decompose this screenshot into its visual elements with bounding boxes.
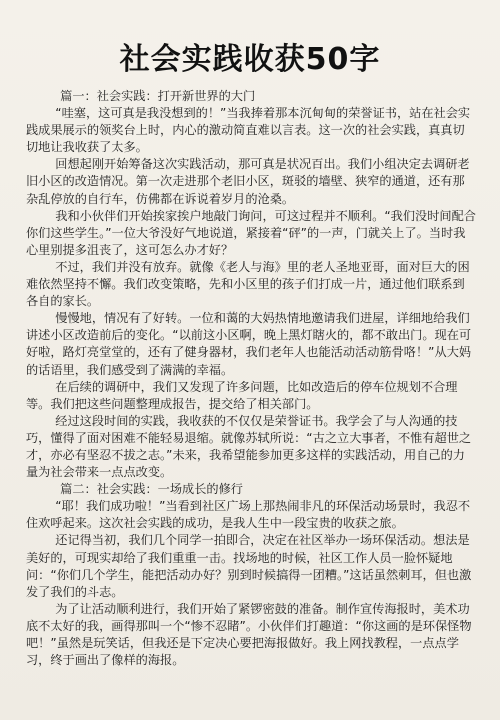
paragraph: “哇塞，这可真是我没想到的！”当我捧着那本沉甸甸的荣誉证书，站在社会实践成果展示的领奖台上时，内心的激动简直难以言表。这一次的社会实践，真真切切地让我收获了太多。 [26, 106, 471, 155]
section-heading-1: 篇一：社会实践：打开新世界的大门 [60, 89, 256, 103]
paragraph: 我和小伙伴们开始挨家挨户地敲门询问，可这过程并不顺利。“我们没时间配合你们这些学生。”一位大爷没好气地说道，紧接着“砰”的一声，门就关上了。当时我心里别提多沮丧了，这可怎么办才好？ [26, 208, 476, 257]
paragraph: 还记得当初，我们几个同学一拍即合，决定在社区举办一场环保活动。想法是美好的，可现实却给了我们重重一击。找场地的时候，社区工作人员一脸怀疑地问：“你们几个学生，能把活动办好？别到时候搞得一团糟。”这话虽然刺耳，但也激发了我们的斗志。 [26, 533, 472, 599]
paragraph: 不过，我们并没有放弃。就像《老人与海》里的老人圣地亚哥，面对巨大的困难依然坚持不懈。我们改变策略，先和小区里的孩子们打成一片，通过他们联系到各自的家长。 [26, 259, 470, 309]
article-body [26, 88, 476, 669]
section-heading-2: 篇二：社会实践：一场成长的修行 [60, 482, 243, 497]
paragraph: 回想起刚开始筹备这次实践活动，那可真是状况百出。我们小组决定去调研老旧小区的改造情况。第一次走进那个老旧小区，斑驳的墙壁、狭窄的通道，还有那杂乱停放的自行车，仿佛都在诉说着岁月的沧桑。 [26, 157, 470, 206]
paragraph: 在后续的调研中，我们又发现了许多问题，比如改造后的停车位规划不合理等。我们把这些问题整理成报告，提交给了相关部门。 [26, 379, 458, 411]
paragraph: 经过这段时间的实践，我收获的不仅仅是荣誉证书。我学会了与人沟通的技巧，懂得了面对困难不能轻易退缩。就像苏轼所说：“古之立大事者，不惟有超世之才，亦必有坚忍不拔之志。”未来，我希望能参加更多这样的实践活动，用自己的力量为社会带来一点点改变。 [26, 413, 472, 480]
paragraph: 慢慢地，情况有了好转。一位和蔼的大妈热情地邀请我们进屋，详细地给我们讲述小区改造前后的变化。“以前这小区啊，晚上黑灯瞎火的，都不敢出门。现在可好啦，路灯亮堂堂的，还有了健身器材，我们老年人也能活动活动筋骨咯！”从大妈的话语里，我们感受到了满满的幸福。 [26, 311, 472, 377]
paragraph: “耶！我们成功啦！”当看到社区广场上那热闹非凡的环保活动场景时，我忍不住欢呼起来。这次社会实践的成功，是我人生中一段宝贵的收获之旅。 [26, 499, 471, 531]
page-title: 社会实践收获50字 [119, 42, 381, 77]
paragraph: 为了让活动顺利进行，我们开始了紧锣密鼓的准备。制作宣传海报时，美术功底不太好的我，画得那叫一个“惨不忍睹”。小伙伴们打趣道：“你这画的是环保怪物吧！”虽然是玩笑话，但我还是下定决心要把海报做好。我上网找教程，一点点学习，终于画出了像样的海报。 [26, 601, 472, 668]
